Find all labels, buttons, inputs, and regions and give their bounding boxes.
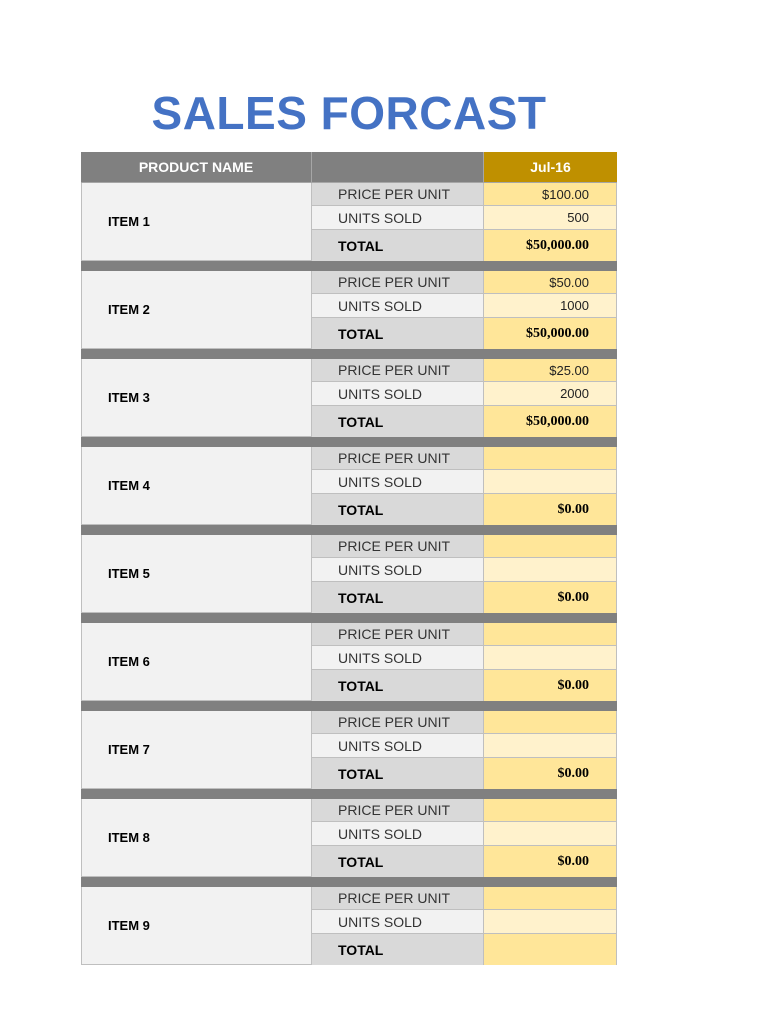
- units-label-cell[interactable]: UNITS SOLD: [312, 734, 484, 757]
- units-value-cell[interactable]: 500: [484, 206, 617, 229]
- total-row: [312, 758, 617, 789]
- header-product-name[interactable]: PRODUCT NAME: [81, 152, 312, 182]
- units-row: [312, 910, 617, 934]
- sales-forecast-table: [81, 152, 617, 958]
- price-row: [312, 183, 617, 206]
- price-value-cell[interactable]: $50.00: [484, 271, 617, 293]
- units-label-cell[interactable]: UNITS SOLD: [312, 910, 484, 933]
- total-row: [312, 846, 617, 877]
- total-row: [312, 582, 617, 613]
- price-label-cell[interactable]: PRICE PER UNIT: [312, 271, 484, 293]
- price-value-cell[interactable]: $25.00: [484, 359, 617, 381]
- units-row: [312, 558, 617, 582]
- price-label-cell[interactable]: PRICE PER UNIT: [312, 535, 484, 557]
- item-name-cell[interactable]: ITEM 5: [81, 535, 312, 613]
- units-label-cell[interactable]: UNITS SOLD: [312, 822, 484, 845]
- price-value-cell[interactable]: [484, 887, 617, 909]
- item-block: [81, 183, 617, 261]
- total-value-cell[interactable]: $0.00: [484, 846, 617, 877]
- price-row: [312, 447, 617, 470]
- price-label-cell[interactable]: PRICE PER UNIT: [312, 447, 484, 469]
- item-name-cell[interactable]: ITEM 2: [81, 271, 312, 349]
- price-row: [312, 359, 617, 382]
- item-block: [81, 271, 617, 349]
- price-value-cell[interactable]: [484, 799, 617, 821]
- total-value-cell[interactable]: $0.00: [484, 758, 617, 789]
- row-separator: [81, 877, 617, 887]
- row-separator: [81, 349, 617, 359]
- row-separator: [81, 261, 617, 271]
- units-row: [312, 470, 617, 494]
- total-row: [312, 230, 617, 261]
- price-row: [312, 799, 617, 822]
- units-value-cell[interactable]: [484, 734, 617, 757]
- units-label-cell[interactable]: UNITS SOLD: [312, 470, 484, 493]
- units-label-cell[interactable]: UNITS SOLD: [312, 558, 484, 581]
- units-row: [312, 646, 617, 670]
- item-block: [81, 623, 617, 701]
- row-separator: [81, 525, 617, 535]
- total-value-cell[interactable]: [484, 934, 617, 965]
- total-row: [312, 318, 617, 349]
- units-label-cell[interactable]: UNITS SOLD: [312, 206, 484, 229]
- total-label-cell[interactable]: TOTAL: [312, 230, 484, 261]
- item-name-cell[interactable]: ITEM 1: [81, 183, 312, 261]
- total-label-cell[interactable]: TOTAL: [312, 406, 484, 437]
- item-block: [81, 887, 617, 965]
- price-value-cell[interactable]: $100.00: [484, 183, 617, 205]
- units-row: [312, 822, 617, 846]
- item-block: [81, 799, 617, 877]
- header-metric[interactable]: [312, 152, 484, 182]
- table-header: [81, 152, 617, 183]
- item-block: [81, 711, 617, 789]
- price-row: [312, 711, 617, 734]
- units-value-cell[interactable]: [484, 646, 617, 669]
- units-label-cell[interactable]: UNITS SOLD: [312, 382, 484, 405]
- units-value-cell[interactable]: [484, 558, 617, 581]
- total-label-cell[interactable]: TOTAL: [312, 758, 484, 789]
- total-label-cell[interactable]: TOTAL: [312, 582, 484, 613]
- price-label-cell[interactable]: PRICE PER UNIT: [312, 183, 484, 205]
- units-label-cell[interactable]: UNITS SOLD: [312, 646, 484, 669]
- price-label-cell[interactable]: PRICE PER UNIT: [312, 887, 484, 909]
- item-block: [81, 535, 617, 613]
- price-row: [312, 623, 617, 646]
- item-name-cell[interactable]: ITEM 9: [81, 887, 312, 965]
- units-row: [312, 734, 617, 758]
- page-title: SALES FORCAST: [151, 87, 547, 139]
- units-value-cell[interactable]: [484, 822, 617, 845]
- total-value-cell[interactable]: $0.00: [484, 582, 617, 613]
- total-value-cell[interactable]: $0.00: [484, 670, 617, 701]
- item-name-cell[interactable]: ITEM 8: [81, 799, 312, 877]
- item-name-cell[interactable]: ITEM 4: [81, 447, 312, 525]
- units-value-cell[interactable]: 2000: [484, 382, 617, 405]
- price-label-cell[interactable]: PRICE PER UNIT: [312, 623, 484, 645]
- total-label-cell[interactable]: TOTAL: [312, 494, 484, 525]
- units-value-cell[interactable]: 1000: [484, 294, 617, 317]
- total-label-cell[interactable]: TOTAL: [312, 318, 484, 349]
- price-label-cell[interactable]: PRICE PER UNIT: [312, 711, 484, 733]
- row-separator: [81, 613, 617, 623]
- price-row: [312, 535, 617, 558]
- item-name-cell[interactable]: ITEM 6: [81, 623, 312, 701]
- header-period[interactable]: Jul-16: [484, 152, 617, 182]
- total-label-cell[interactable]: TOTAL: [312, 670, 484, 701]
- total-row: [312, 670, 617, 701]
- units-value-cell[interactable]: [484, 470, 617, 493]
- row-separator: [81, 789, 617, 799]
- price-value-cell[interactable]: [484, 535, 617, 557]
- total-value-cell[interactable]: $50,000.00: [484, 318, 617, 349]
- units-row: [312, 382, 617, 406]
- item-name-cell[interactable]: ITEM 3: [81, 359, 312, 437]
- total-row: [312, 934, 617, 965]
- total-label-cell[interactable]: TOTAL: [312, 934, 484, 965]
- units-row: [312, 206, 617, 230]
- price-value-cell[interactable]: [484, 623, 617, 645]
- row-separator: [81, 437, 617, 447]
- item-name-cell[interactable]: ITEM 7: [81, 711, 312, 789]
- units-label-cell[interactable]: UNITS SOLD: [312, 294, 484, 317]
- price-label-cell[interactable]: PRICE PER UNIT: [312, 799, 484, 821]
- total-value-cell[interactable]: $50,000.00: [484, 230, 617, 261]
- price-value-cell[interactable]: [484, 447, 617, 469]
- price-row: [312, 887, 617, 910]
- price-row: [312, 271, 617, 294]
- item-block: [81, 447, 617, 525]
- row-separator: [81, 701, 617, 711]
- price-label-cell[interactable]: PRICE PER UNIT: [312, 359, 484, 381]
- total-value-cell[interactable]: $50,000.00: [484, 406, 617, 437]
- item-block: [81, 359, 617, 437]
- total-label-cell[interactable]: TOTAL: [312, 846, 484, 877]
- total-value-cell[interactable]: $0.00: [484, 494, 617, 525]
- units-value-cell[interactable]: [484, 910, 617, 933]
- total-row: [312, 406, 617, 437]
- price-value-cell[interactable]: [484, 711, 617, 733]
- total-row: [312, 494, 617, 525]
- units-row: [312, 294, 617, 318]
